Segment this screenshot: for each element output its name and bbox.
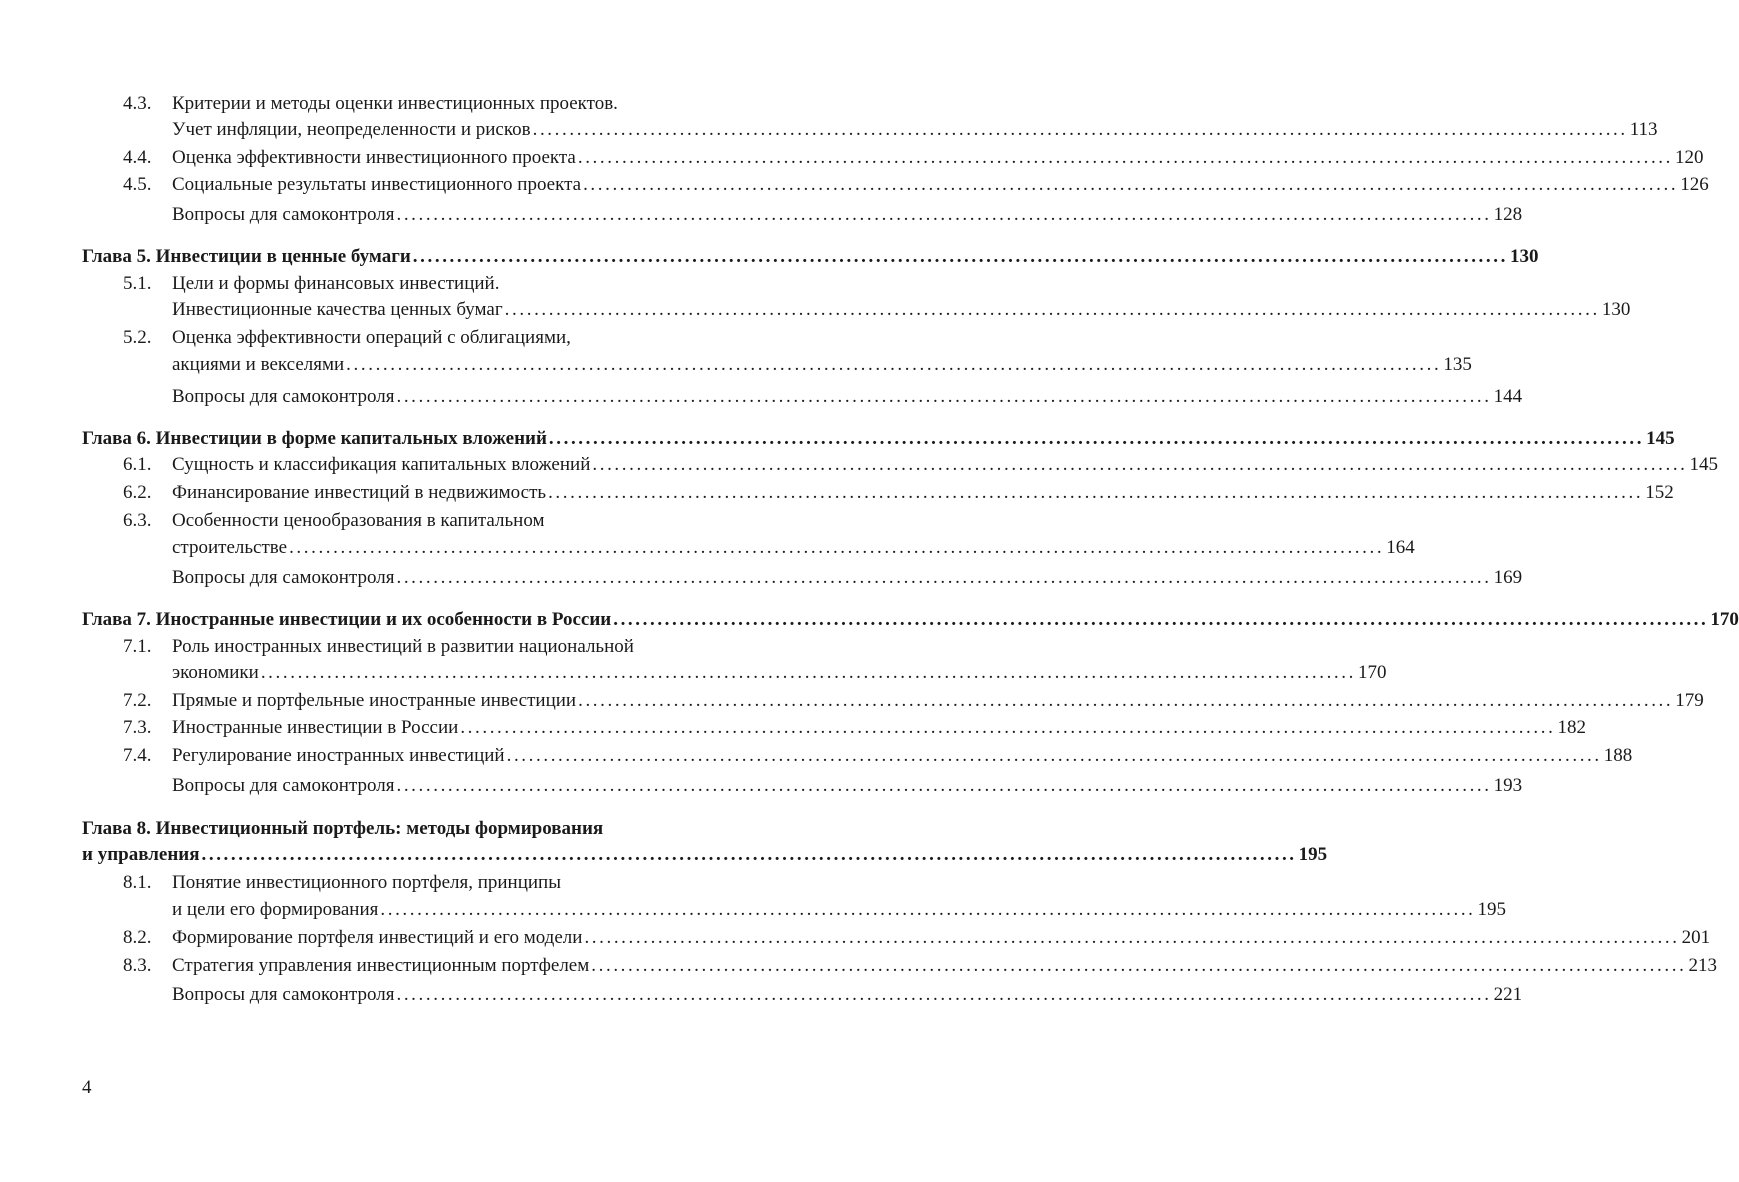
dot-leader: ..................................................................................................................................................... [504, 299, 1600, 320]
chapter-entry [82, 608, 1739, 632]
entry-page: 182 [1557, 717, 1586, 738]
section-entry [172, 689, 1704, 713]
dot-leader: ..................................................................................................................................................... [532, 119, 1628, 140]
section-number: 6.2. [123, 482, 152, 503]
section-entry [172, 661, 1387, 685]
dot-leader: ..................................................................................................................................................... [380, 899, 1476, 920]
dot-leader: ..................................................................................................................................................... [591, 955, 1687, 976]
section-number: 5.1. [123, 273, 152, 294]
chapter-entry [82, 427, 1675, 451]
entry-page: 195 [1477, 899, 1507, 920]
section-entry [172, 983, 1523, 1007]
dot-leader: ..................................................................................................................................................... [592, 454, 1688, 475]
entry-title: Понятие инвестиционного портфеля, принципы [172, 872, 561, 893]
section-entry [172, 385, 1523, 409]
entry-title: Роль иностранных инвестиций в развитии национальной [172, 636, 634, 657]
entry-title: Оценка эффективности операций с облигациями, [172, 327, 571, 348]
dot-leader: ..................................................................................................................................................... [201, 844, 1297, 865]
entry-page: 113 [1629, 119, 1658, 140]
entry-title: Вопросы для самоконтроля [172, 984, 395, 1005]
page-number: 4 [82, 1077, 92, 1098]
entry-title: Иностранные инвестиции в России [172, 717, 459, 738]
entry-title: Финансирование инвестиций в недвижимость [172, 482, 547, 503]
chapter-entry [82, 843, 1328, 867]
entry-title: Инвестиционные качества ценных бумаг [172, 299, 503, 320]
section-number: 8.2. [123, 927, 152, 948]
entry-page: 145 [1689, 454, 1719, 475]
section-number: 6.1. [123, 454, 152, 475]
entry-title: Критерии и методы оценки инвестиционных проектов. [172, 93, 618, 114]
section-number: 8.1. [123, 872, 152, 893]
dot-leader: ..................................................................................................................................................... [412, 246, 1508, 267]
section-entry [172, 326, 571, 350]
entry-page: 169 [1493, 567, 1523, 588]
entry-title: и цели его формирования [172, 899, 379, 920]
entry-title: Регулирование иностранных инвестиций [172, 745, 505, 766]
section-entry [172, 898, 1507, 922]
section-entry [172, 453, 1719, 477]
entry-title: Прямые и портфельные иностранные инвестиции [172, 690, 577, 711]
entry-title: Вопросы для самоконтроля [172, 204, 395, 225]
entry-title: Глава 7. Иностранные инвестиции и их особенности в России [82, 609, 612, 630]
entry-title: Вопросы для самоконтроля [172, 567, 395, 588]
entry-title: Вопросы для самоконтроля [172, 386, 395, 407]
entry-page: 195 [1298, 844, 1328, 865]
entry-title: Глава 6. Инвестиции в форме капитальных вложений [82, 428, 547, 449]
section-number: 4.3. [123, 93, 152, 114]
section-number: 6.3. [123, 510, 152, 531]
dot-leader: ..................................................................................................................................................... [548, 428, 1645, 449]
entry-title: Формирование портфеля инвестиций и его модели [172, 927, 583, 948]
section-entry [172, 118, 1658, 142]
dot-leader: ..................................................................................................................................................... [584, 927, 1680, 948]
dot-leader: ..................................................................................................................................................... [578, 690, 1674, 711]
dot-leader: ..................................................................................................................................................... [396, 386, 1492, 407]
dot-leader: ..................................................................................................................................................... [260, 662, 1356, 683]
dot-leader: ..................................................................................................................................................... [577, 147, 1674, 168]
entry-title: Особенности ценообразования в капитальном [172, 510, 545, 531]
section-entry [172, 566, 1523, 590]
section-entry [172, 173, 1709, 197]
dot-leader: ..................................................................................................................................................... [613, 609, 1709, 630]
entry-page: 179 [1675, 690, 1704, 711]
dot-leader: ..................................................................................................................................................... [346, 354, 1442, 375]
section-entry [172, 536, 1415, 560]
entry-title: Оценка эффективности инвестиционного проекта [172, 147, 576, 168]
section-entry [172, 272, 499, 296]
entry-page: 145 [1646, 428, 1675, 449]
chapter-entry [82, 817, 603, 841]
section-number: 7.3. [123, 717, 152, 738]
section-number: 7.1. [123, 636, 152, 657]
section-number: 7.2. [123, 690, 152, 711]
section-entry [172, 509, 545, 533]
entry-title: и управления [82, 844, 200, 865]
section-entry [172, 353, 1472, 377]
dot-leader: ..................................................................................................................................................... [460, 717, 1556, 738]
section-entry [172, 774, 1523, 798]
section-number: 8.3. [123, 955, 152, 976]
entry-page: 221 [1493, 984, 1523, 1005]
section-number: 4.4. [123, 147, 152, 168]
entry-title: Вопросы для самоконтроля [172, 775, 395, 796]
entry-title: Учет инфляции, неопределенности и рисков [172, 119, 531, 140]
entry-title: Цели и формы финансовых инвестиций. [172, 273, 500, 294]
entry-page: 130 [1601, 299, 1631, 320]
dot-leader: ..................................................................................................................................................... [506, 745, 1602, 766]
entry-page: 120 [1675, 147, 1704, 168]
entry-title: экономики [172, 662, 259, 683]
entry-title: Глава 8. Инвестиционный портфель: методы формирования [82, 818, 604, 839]
dot-leader: ..................................................................................................................................................... [396, 567, 1492, 588]
entry-page: 188 [1603, 745, 1633, 766]
entry-title: Глава 5. Инвестиции в ценные бумаги [82, 246, 411, 267]
entry-title: Социальные результаты инвестиционного проекта [172, 174, 582, 195]
entry-page: 170 [1357, 662, 1387, 683]
entry-page: 135 [1443, 354, 1472, 375]
dot-leader: ..................................................................................................................................................... [396, 775, 1492, 796]
entry-title: Стратегия управления инвестиционным портфелем [172, 955, 590, 976]
entry-page: 152 [1645, 482, 1674, 503]
section-entry [172, 871, 561, 895]
dot-leader: ..................................................................................................................................................... [289, 537, 1385, 558]
section-entry [172, 926, 1711, 950]
entry-page: 201 [1681, 927, 1711, 948]
entry-title: акциями и векселями [172, 354, 345, 375]
entry-page: 130 [1509, 246, 1539, 267]
entry-page: 170 [1710, 609, 1739, 630]
entry-page: 213 [1688, 955, 1717, 976]
section-number: 7.4. [123, 745, 152, 766]
chapter-entry [82, 245, 1539, 269]
section-entry [172, 203, 1523, 227]
section-entry [172, 92, 618, 116]
dot-leader: ..................................................................................................................................................... [396, 984, 1492, 1005]
entry-page: 126 [1680, 174, 1709, 195]
section-entry [172, 481, 1674, 505]
section-entry [172, 146, 1704, 170]
section-entry [172, 954, 1717, 978]
dot-leader: ..................................................................................................................................................... [396, 204, 1492, 225]
entry-title: строительстве [172, 537, 288, 558]
section-entry [172, 716, 1586, 740]
section-number: 4.5. [123, 174, 152, 195]
entry-page: 164 [1386, 537, 1415, 558]
entry-title: Сущность и классификация капитальных вложений [172, 454, 591, 475]
dot-leader: ..................................................................................................................................................... [548, 482, 1644, 503]
section-entry [172, 635, 634, 659]
entry-page: 128 [1493, 204, 1523, 225]
dot-leader: ..................................................................................................................................................... [583, 174, 1679, 195]
entry-page: 193 [1493, 775, 1523, 796]
entry-page: 144 [1493, 386, 1523, 407]
section-number: 5.2. [123, 327, 152, 348]
section-entry [172, 298, 1631, 322]
section-entry [172, 744, 1633, 768]
